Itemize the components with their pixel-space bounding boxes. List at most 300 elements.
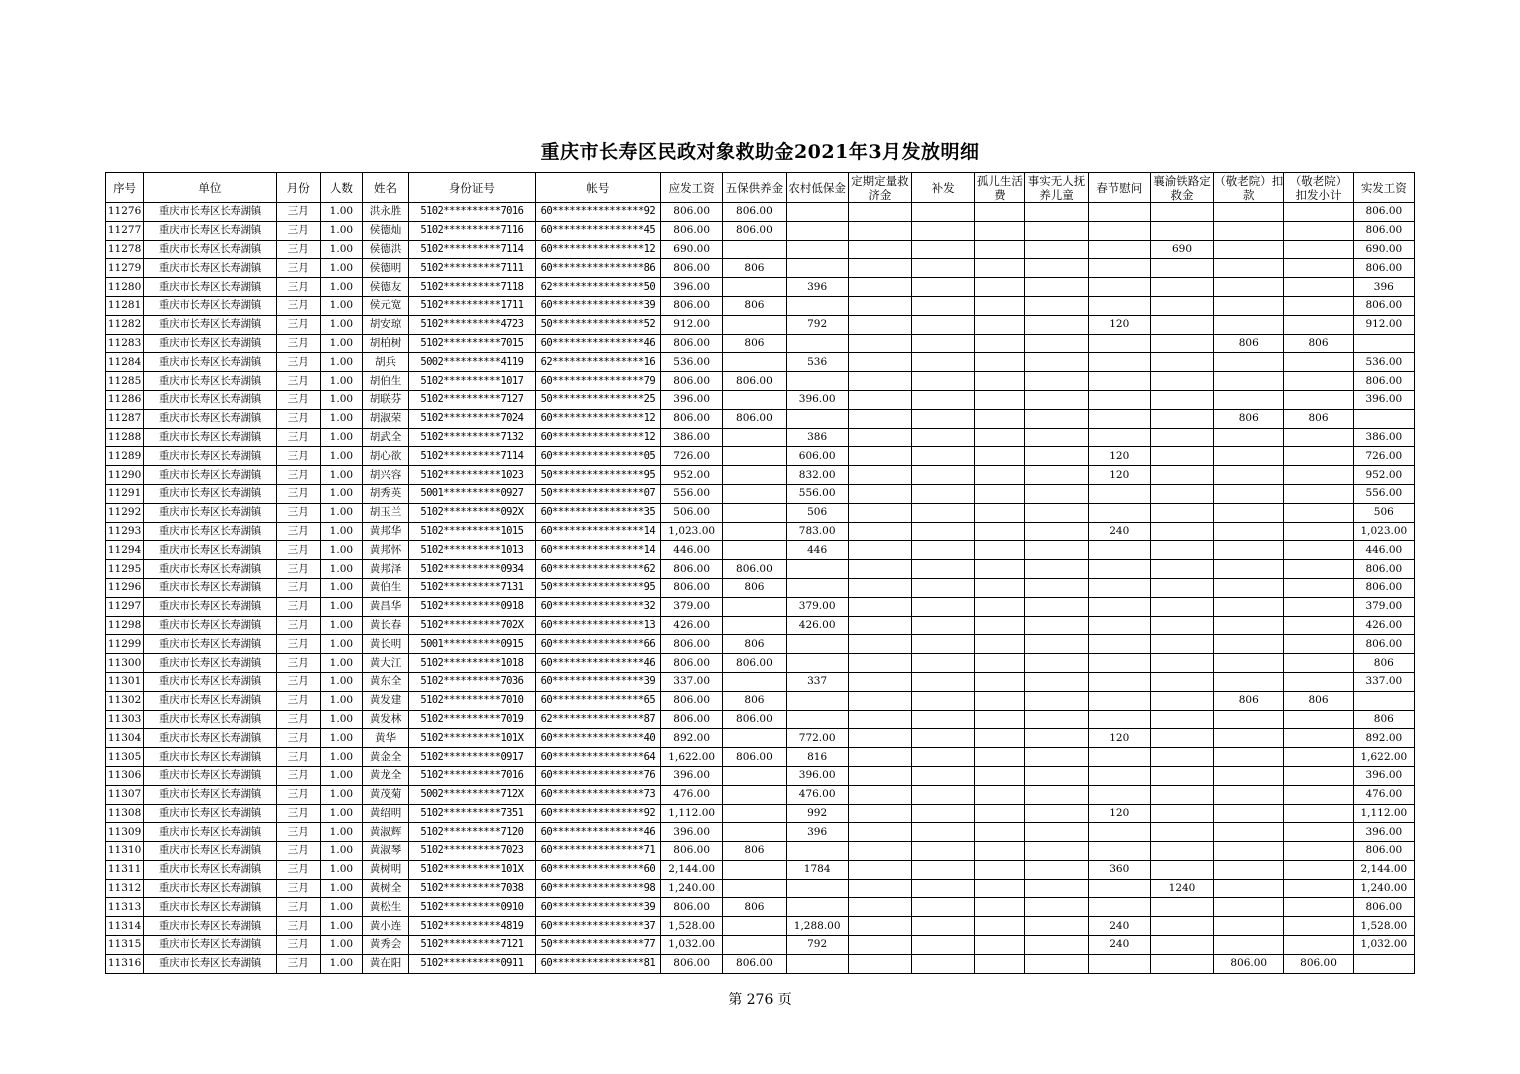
table-cell bbox=[723, 766, 786, 785]
table-cell: 5102**********4819 bbox=[409, 917, 535, 936]
table-cell: 806 bbox=[1284, 409, 1353, 428]
table-cell bbox=[1025, 484, 1088, 503]
table-cell bbox=[1150, 353, 1213, 372]
table-cell: 三月 bbox=[276, 766, 320, 785]
table-cell: 60****************73 bbox=[535, 785, 660, 804]
table-cell bbox=[1150, 936, 1213, 955]
table-cell: 三月 bbox=[276, 616, 320, 635]
table-cell bbox=[975, 748, 1025, 767]
table-cell bbox=[1088, 672, 1150, 691]
table-cell: 重庆市长寿区长寿湖镇 bbox=[144, 259, 277, 278]
table-cell: 重庆市长寿区长寿湖镇 bbox=[144, 447, 277, 466]
table-cell bbox=[723, 353, 786, 372]
table-cell bbox=[975, 315, 1025, 334]
table-cell: 三月 bbox=[276, 296, 320, 315]
table-cell: 重庆市长寿区长寿湖镇 bbox=[144, 466, 277, 485]
table-row bbox=[106, 654, 1415, 673]
table-cell: 5102**********7131 bbox=[409, 578, 535, 597]
table-cell bbox=[1088, 560, 1150, 579]
table-cell: 476.00 bbox=[661, 785, 723, 804]
table-cell bbox=[848, 466, 911, 485]
table-cell bbox=[912, 409, 975, 428]
table-cell: 三月 bbox=[276, 390, 320, 409]
table-cell: 1,112.00 bbox=[1353, 804, 1414, 823]
table-cell bbox=[912, 560, 975, 579]
table-cell: 60****************39 bbox=[535, 898, 660, 917]
table-cell bbox=[1025, 898, 1088, 917]
table-cell bbox=[1088, 842, 1150, 861]
table-cell: 1.00 bbox=[320, 353, 362, 372]
table-cell: 5102**********7010 bbox=[409, 691, 535, 710]
table-cell: 806.00 bbox=[1353, 259, 1414, 278]
table-cell: 重庆市长寿区长寿湖镇 bbox=[144, 691, 277, 710]
table-cell bbox=[1284, 635, 1353, 654]
table-cell: 446 bbox=[786, 541, 848, 560]
table-cell: 912.00 bbox=[1353, 315, 1414, 334]
table-cell: 1.00 bbox=[320, 710, 362, 729]
table-cell: 806.00 bbox=[661, 334, 723, 353]
table-cell: 1.00 bbox=[320, 578, 362, 597]
table-cell bbox=[723, 616, 786, 635]
table-cell bbox=[848, 597, 911, 616]
table-cell bbox=[1214, 428, 1284, 447]
table-cell: 396.00 bbox=[1353, 823, 1414, 842]
table-cell: 772.00 bbox=[786, 729, 848, 748]
table-cell: 胡兵 bbox=[362, 353, 408, 372]
table-cell: 三月 bbox=[276, 428, 320, 447]
table-cell: 446.00 bbox=[1353, 541, 1414, 560]
table-cell bbox=[912, 616, 975, 635]
table-cell: 重庆市长寿区长寿湖镇 bbox=[144, 879, 277, 898]
table-cell: 556.00 bbox=[1353, 484, 1414, 503]
table-row bbox=[106, 560, 1415, 579]
table-cell: 1.00 bbox=[320, 503, 362, 522]
table-cell bbox=[912, 278, 975, 297]
table-cell bbox=[848, 879, 911, 898]
table-cell bbox=[1150, 616, 1213, 635]
table-cell bbox=[1284, 240, 1353, 259]
table-cell bbox=[1150, 804, 1213, 823]
table-cell: 60****************37 bbox=[535, 917, 660, 936]
table-cell: 806 bbox=[1284, 691, 1353, 710]
table-cell bbox=[848, 541, 911, 560]
table-cell bbox=[1088, 259, 1150, 278]
table-cell: 重庆市长寿区长寿湖镇 bbox=[144, 409, 277, 428]
table-cell bbox=[1214, 390, 1284, 409]
table-cell: 50****************07 bbox=[535, 484, 660, 503]
table-cell bbox=[786, 898, 848, 917]
table-cell: 806.00 bbox=[1353, 372, 1414, 391]
table-cell bbox=[786, 259, 848, 278]
table-cell: 11282 bbox=[106, 315, 144, 334]
table-cell: 396.00 bbox=[1353, 390, 1414, 409]
table-cell: 重庆市长寿区长寿湖镇 bbox=[144, 522, 277, 541]
table-cell bbox=[1214, 635, 1284, 654]
table-cell bbox=[975, 954, 1025, 973]
table-cell: 1.00 bbox=[320, 203, 362, 222]
table-cell: 胡联芬 bbox=[362, 390, 408, 409]
table-cell: 379.00 bbox=[786, 597, 848, 616]
table-cell bbox=[848, 503, 911, 522]
table-cell: 60****************12 bbox=[535, 428, 660, 447]
table-cell bbox=[912, 691, 975, 710]
table-cell bbox=[1025, 654, 1088, 673]
table-cell: 806 bbox=[1214, 334, 1284, 353]
table-cell bbox=[912, 842, 975, 861]
table-cell: 60****************92 bbox=[535, 804, 660, 823]
table-cell: 11288 bbox=[106, 428, 144, 447]
table-cell: 60****************13 bbox=[535, 616, 660, 635]
table-cell bbox=[912, 466, 975, 485]
table-cell: 1.00 bbox=[320, 898, 362, 917]
table-cell bbox=[1284, 729, 1353, 748]
table-cell: 1.00 bbox=[320, 296, 362, 315]
table-cell: 三月 bbox=[276, 484, 320, 503]
table-cell: 240 bbox=[1088, 936, 1150, 955]
table-cell bbox=[912, 315, 975, 334]
table-cell bbox=[1150, 278, 1213, 297]
table-cell bbox=[786, 635, 848, 654]
table-cell: 1.00 bbox=[320, 860, 362, 879]
table-cell bbox=[1025, 616, 1088, 635]
table-cell: 337.00 bbox=[1353, 672, 1414, 691]
table-cell bbox=[975, 691, 1025, 710]
table-cell: 396.00 bbox=[661, 390, 723, 409]
table-cell: 重庆市长寿区长寿湖镇 bbox=[144, 503, 277, 522]
table-cell: 50****************95 bbox=[535, 466, 660, 485]
column-header: 月份 bbox=[276, 173, 320, 203]
table-cell bbox=[975, 409, 1025, 428]
table-cell: 60****************14 bbox=[535, 522, 660, 541]
table-cell bbox=[1214, 240, 1284, 259]
table-cell bbox=[1284, 597, 1353, 616]
table-cell: 5102**********0918 bbox=[409, 597, 535, 616]
table-cell: 1,622.00 bbox=[661, 748, 723, 767]
table-cell: 5102**********4723 bbox=[409, 315, 535, 334]
table-cell: 806.00 bbox=[661, 654, 723, 673]
table-cell: 11284 bbox=[106, 353, 144, 372]
table-cell bbox=[1284, 484, 1353, 503]
table-cell: 11315 bbox=[106, 936, 144, 955]
table-cell: 5102**********7016 bbox=[409, 203, 535, 222]
table-cell: 60****************98 bbox=[535, 879, 660, 898]
table-cell bbox=[1025, 522, 1088, 541]
table-cell: 1.00 bbox=[320, 221, 362, 240]
table-cell: 806.00 bbox=[661, 221, 723, 240]
table-row bbox=[106, 409, 1415, 428]
table-cell: 60****************65 bbox=[535, 691, 660, 710]
table-cell: 1.00 bbox=[320, 447, 362, 466]
table-cell: 806.00 bbox=[661, 203, 723, 222]
table-cell: 三月 bbox=[276, 785, 320, 804]
table-cell bbox=[912, 259, 975, 278]
table-cell bbox=[1150, 842, 1213, 861]
table-body bbox=[106, 203, 1415, 974]
column-header: 春节慰问 bbox=[1088, 173, 1150, 203]
table-cell: 806.00 bbox=[661, 691, 723, 710]
table-cell: 60****************46 bbox=[535, 823, 660, 842]
table-cell: 806.00 bbox=[661, 898, 723, 917]
table-cell bbox=[912, 936, 975, 955]
table-cell bbox=[975, 936, 1025, 955]
table-cell: 1.00 bbox=[320, 917, 362, 936]
table-cell: 三月 bbox=[276, 748, 320, 767]
table-cell bbox=[1088, 221, 1150, 240]
table-cell: 黄秀会 bbox=[362, 936, 408, 955]
table-cell: 556.00 bbox=[661, 484, 723, 503]
table-cell bbox=[1088, 334, 1150, 353]
table-cell: 重庆市长寿区长寿湖镇 bbox=[144, 898, 277, 917]
table-cell: 806.00 bbox=[661, 259, 723, 278]
table-cell: 806 bbox=[1284, 334, 1353, 353]
column-header: 补发 bbox=[912, 173, 975, 203]
table-cell bbox=[1214, 315, 1284, 334]
table-cell: 60****************46 bbox=[535, 334, 660, 353]
column-header: 孤儿生活费 bbox=[975, 173, 1025, 203]
table-cell: 重庆市长寿区长寿湖镇 bbox=[144, 578, 277, 597]
column-header: 应发工资 bbox=[661, 173, 723, 203]
table-cell bbox=[1025, 842, 1088, 861]
table-cell: 1.00 bbox=[320, 560, 362, 579]
table-cell bbox=[1088, 898, 1150, 917]
table-cell bbox=[786, 842, 848, 861]
table-cell: 三月 bbox=[276, 842, 320, 861]
table-cell bbox=[1284, 503, 1353, 522]
table-cell: 黄大江 bbox=[362, 654, 408, 673]
table-cell bbox=[975, 334, 1025, 353]
table-cell bbox=[848, 390, 911, 409]
table-cell bbox=[1088, 635, 1150, 654]
table-cell bbox=[723, 278, 786, 297]
table-cell: 11304 bbox=[106, 729, 144, 748]
table-cell: 11292 bbox=[106, 503, 144, 522]
table-cell: 379.00 bbox=[661, 597, 723, 616]
table-cell: 侯德友 bbox=[362, 278, 408, 297]
table-cell: 62****************16 bbox=[535, 353, 660, 372]
table-cell: 胡兴容 bbox=[362, 466, 408, 485]
table-cell bbox=[1150, 954, 1213, 973]
table-cell bbox=[723, 541, 786, 560]
table-cell bbox=[1088, 954, 1150, 973]
table-cell: 952.00 bbox=[661, 466, 723, 485]
table-cell bbox=[1025, 372, 1088, 391]
table-row bbox=[106, 898, 1415, 917]
table-cell: 重庆市长寿区长寿湖镇 bbox=[144, 334, 277, 353]
column-header: 襄渝铁路定救金 bbox=[1150, 173, 1213, 203]
payment-table bbox=[105, 172, 1415, 974]
column-header: 五保供养金 bbox=[723, 173, 786, 203]
table-cell bbox=[975, 278, 1025, 297]
table-cell: 50****************95 bbox=[535, 578, 660, 597]
table-cell: 5102**********7121 bbox=[409, 936, 535, 955]
table-cell: 三月 bbox=[276, 503, 320, 522]
table-cell: 60****************92 bbox=[535, 203, 660, 222]
table-cell: 396.00 bbox=[1353, 766, 1414, 785]
table-cell: 三月 bbox=[276, 409, 320, 428]
table-cell bbox=[1150, 390, 1213, 409]
table-cell bbox=[848, 353, 911, 372]
table-cell: 60****************35 bbox=[535, 503, 660, 522]
column-header: 身份证号 bbox=[409, 173, 535, 203]
table-cell: 120 bbox=[1088, 315, 1150, 334]
table-cell bbox=[1150, 860, 1213, 879]
table-cell: 11312 bbox=[106, 879, 144, 898]
table-row bbox=[106, 259, 1415, 278]
table-cell: 5102**********092X bbox=[409, 503, 535, 522]
table-cell bbox=[1025, 560, 1088, 579]
table-cell: 三月 bbox=[276, 466, 320, 485]
table-cell bbox=[1214, 560, 1284, 579]
table-cell: 60****************45 bbox=[535, 221, 660, 240]
table-cell: 5102**********101X bbox=[409, 860, 535, 879]
table-cell: 重庆市长寿区长寿湖镇 bbox=[144, 240, 277, 259]
table-cell bbox=[912, 635, 975, 654]
table-cell bbox=[848, 578, 911, 597]
table-cell: 50****************52 bbox=[535, 315, 660, 334]
table-cell bbox=[912, 954, 975, 973]
table-cell bbox=[1284, 560, 1353, 579]
table-cell: 5102**********7118 bbox=[409, 278, 535, 297]
table-cell: 胡伯生 bbox=[362, 372, 408, 391]
table-cell bbox=[1284, 390, 1353, 409]
table-cell: 11296 bbox=[106, 578, 144, 597]
table-cell: 黄伯生 bbox=[362, 578, 408, 597]
table-cell bbox=[1284, 296, 1353, 315]
table-cell: 重庆市长寿区长寿湖镇 bbox=[144, 597, 277, 616]
table-cell: 三月 bbox=[276, 240, 320, 259]
table-cell bbox=[912, 334, 975, 353]
table-cell: 胡玉兰 bbox=[362, 503, 408, 522]
table-cell: 806.00 bbox=[1353, 203, 1414, 222]
table-cell: 1,528.00 bbox=[661, 917, 723, 936]
table-cell: 5102**********101X bbox=[409, 729, 535, 748]
table-cell: 60****************14 bbox=[535, 541, 660, 560]
table-cell bbox=[1284, 372, 1353, 391]
table-cell: 806.00 bbox=[661, 842, 723, 861]
table-cell bbox=[723, 447, 786, 466]
table-cell: 60****************81 bbox=[535, 954, 660, 973]
table-cell: 360 bbox=[1088, 860, 1150, 879]
table-cell bbox=[1088, 654, 1150, 673]
table-row bbox=[106, 240, 1415, 259]
table-cell: 5102**********7036 bbox=[409, 672, 535, 691]
table-cell: 1.00 bbox=[320, 466, 362, 485]
table-cell: 黄华 bbox=[362, 729, 408, 748]
table-cell: 60****************60 bbox=[535, 860, 660, 879]
column-header: 事实无人抚养儿童 bbox=[1025, 173, 1088, 203]
table-cell: 1.00 bbox=[320, 785, 362, 804]
table-cell: 806.00 bbox=[723, 954, 786, 973]
table-row bbox=[106, 616, 1415, 635]
table-cell bbox=[912, 203, 975, 222]
table-cell: 重庆市长寿区长寿湖镇 bbox=[144, 315, 277, 334]
table-row bbox=[106, 691, 1415, 710]
table-cell bbox=[723, 484, 786, 503]
table-cell: 重庆市长寿区长寿湖镇 bbox=[144, 748, 277, 767]
table-cell: 三月 bbox=[276, 804, 320, 823]
table-cell: 396.00 bbox=[786, 390, 848, 409]
table-cell: 5102**********7015 bbox=[409, 334, 535, 353]
table-cell bbox=[1025, 729, 1088, 748]
column-header: 定期定量救济金 bbox=[848, 173, 911, 203]
table-cell: 1.00 bbox=[320, 541, 362, 560]
table-cell bbox=[1214, 672, 1284, 691]
table-cell: 5002**********4119 bbox=[409, 353, 535, 372]
table-cell bbox=[1025, 466, 1088, 485]
table-cell: 806.00 bbox=[723, 748, 786, 767]
table-cell: 重庆市长寿区长寿湖镇 bbox=[144, 616, 277, 635]
table-cell bbox=[975, 917, 1025, 936]
table-cell: 806.00 bbox=[661, 578, 723, 597]
table-cell: 396.00 bbox=[661, 823, 723, 842]
table-cell bbox=[848, 221, 911, 240]
table-cell: 5102**********7114 bbox=[409, 240, 535, 259]
table-cell: 806.00 bbox=[1214, 954, 1284, 973]
table-cell bbox=[1088, 597, 1150, 616]
table-cell: 1.00 bbox=[320, 635, 362, 654]
table-cell: 三月 bbox=[276, 578, 320, 597]
table-cell bbox=[1150, 503, 1213, 522]
table-cell: 黄淑辉 bbox=[362, 823, 408, 842]
table-cell bbox=[848, 654, 911, 673]
table-cell bbox=[848, 954, 911, 973]
table-cell bbox=[1150, 259, 1213, 278]
table-cell bbox=[912, 390, 975, 409]
table-row bbox=[106, 390, 1415, 409]
table-cell bbox=[1150, 917, 1213, 936]
table-cell bbox=[723, 315, 786, 334]
table-cell: 5102**********1023 bbox=[409, 466, 535, 485]
table-cell bbox=[912, 372, 975, 391]
table-cell bbox=[723, 522, 786, 541]
table-cell bbox=[1214, 259, 1284, 278]
table-cell: 120 bbox=[1088, 729, 1150, 748]
table-cell: 536 bbox=[786, 353, 848, 372]
table-cell: 11276 bbox=[106, 203, 144, 222]
table-cell bbox=[1214, 447, 1284, 466]
table-cell: 5102**********7132 bbox=[409, 428, 535, 447]
table-cell: 120 bbox=[1088, 804, 1150, 823]
table-cell bbox=[1088, 748, 1150, 767]
table-cell bbox=[1284, 221, 1353, 240]
table-cell: 1.00 bbox=[320, 315, 362, 334]
table-cell bbox=[1150, 597, 1213, 616]
table-cell bbox=[723, 597, 786, 616]
table-cell: 337.00 bbox=[661, 672, 723, 691]
table-cell bbox=[1214, 597, 1284, 616]
table-cell bbox=[1088, 879, 1150, 898]
table-cell: 三月 bbox=[276, 954, 320, 973]
table-cell: 60****************05 bbox=[535, 447, 660, 466]
table-cell bbox=[848, 823, 911, 842]
table-cell bbox=[975, 240, 1025, 259]
table-cell: 1.00 bbox=[320, 616, 362, 635]
table-cell bbox=[1025, 748, 1088, 767]
table-cell: 11306 bbox=[106, 766, 144, 785]
table-cell: 806 bbox=[723, 842, 786, 861]
table-cell: 60****************32 bbox=[535, 597, 660, 616]
column-header: 单位 bbox=[144, 173, 277, 203]
table-cell: 5102**********0917 bbox=[409, 748, 535, 767]
table-cell bbox=[1088, 691, 1150, 710]
column-header: 帐号 bbox=[535, 173, 660, 203]
table-cell bbox=[912, 447, 975, 466]
table-cell bbox=[975, 203, 1025, 222]
table-row bbox=[106, 823, 1415, 842]
table-cell bbox=[1214, 296, 1284, 315]
table-cell: 426.00 bbox=[1353, 616, 1414, 635]
table-cell bbox=[912, 879, 975, 898]
